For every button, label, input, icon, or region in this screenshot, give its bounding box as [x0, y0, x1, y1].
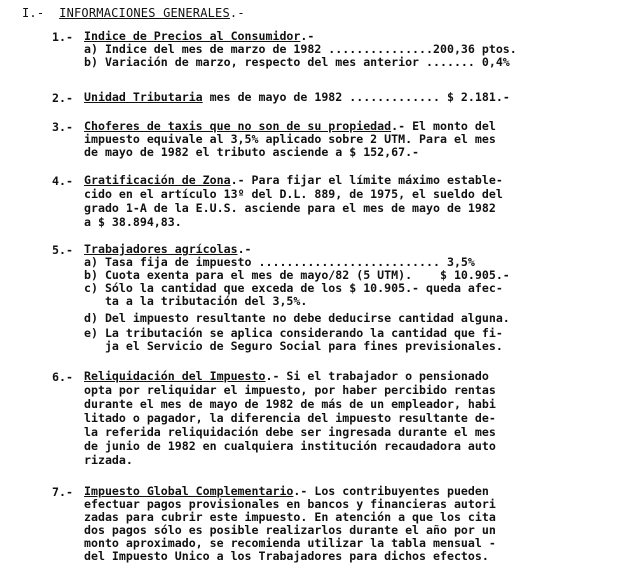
section-number: 6.- [52, 370, 73, 384]
section-line: grado 1-A de la E.U.S. asciende para el mes de mayo de 1982 [84, 201, 496, 215]
section-line: impuesto equivale al 3,5% aplicado sobre 2 UTM. Para el mes [84, 132, 496, 146]
section-line: a) Tasa fija de impuesto .......................... 3,5% [84, 255, 475, 269]
section-title: Indice de Precios al Consumidor [84, 29, 301, 43]
section-title: Gratificación de Zona [84, 173, 231, 187]
section-line: zadas para cubrir este impuesto. En atención a que los cita [84, 510, 496, 524]
section-line: litado o pagador, la diferencia del impuesto resultante de- [84, 411, 496, 425]
section-title-line [84, 370, 489, 383]
section-line: d) Del impuesto resultante no debe deducirse cantidad alguna. [84, 311, 510, 325]
section-number: 5.- [52, 243, 73, 257]
section-line: monto aproximado, se recomienda utilizar la tabla mensual - [84, 536, 496, 550]
section-line: del Impuesto Unico a los Trabajadores para dichos efectos. [84, 549, 489, 563]
section-title-line [84, 91, 510, 104]
section-title-rest: .- Los contribuyentes pueden [293, 484, 489, 498]
section-line: rizada. [84, 453, 133, 467]
section-line: a) Indice del mes de marzo de 1982 ...............200,36 ptos. [84, 42, 517, 56]
section-title-line [84, 174, 503, 187]
section-number: 7.- [52, 485, 73, 499]
section-title-suffix: .- [300, 29, 315, 43]
section-line: b) Cuota exenta para el mes de mayo/82 (5 UTM). $ 10.905.- [84, 268, 510, 282]
section-line: a $ 38.894,83. [84, 215, 182, 229]
section-title: Choferes de taxis que no son de su propiedad [84, 119, 392, 133]
section-title: Reliquidación del Impuesto [84, 369, 266, 383]
heading-suffix: .- [229, 6, 245, 20]
document-heading [22, 6, 245, 20]
section-title-suffix: .- [237, 242, 252, 256]
section-title-rest: .- Para fijar el límite máximo estable- [230, 173, 503, 187]
section-line: opta por reliquidar el impuesto, por haber percibido rentas [84, 383, 496, 397]
section-title-rest: .- El monto del [391, 119, 496, 133]
section-line: cido en el artículo 13º del D.L. 889, de 1975, el sueldo del [84, 187, 503, 201]
section-line: ja el Servicio de Seguro Social para fines previsionales. [84, 339, 503, 353]
section-number: 4.- [52, 174, 73, 188]
section-number: 2.- [52, 91, 73, 105]
section-line: de junio de 1982 en cualquiera institución recaudadora auto [84, 439, 496, 453]
section-line: de mayo de 1982 el tributo asciende a $ 152,67.- [84, 145, 420, 159]
section-line: e) La tributación se aplica considerando la cantidad que fi- [84, 326, 503, 340]
heading-roman: I.- [22, 6, 45, 20]
section-title-rest: .- Si el trabajador o pensionado [265, 369, 489, 383]
section-line: b) Variación de marzo, respecto del mes anterior ....... 0,4% [84, 55, 510, 69]
heading-title: INFORMACIONES GENERALES [59, 6, 230, 20]
section-title: Trabajadores agrícolas [84, 242, 238, 256]
section-title: Impuesto Global Complementario [84, 484, 294, 498]
section-number: 3.- [52, 120, 73, 134]
section-line: ta a la tributación del 3,5%. [84, 294, 308, 308]
section-line: durante el mes de mayo de 1982 de más de un empleador, habi [84, 397, 496, 411]
section-title-rest: mes de mayo de 1982 ............. $ 2.181.- [202, 90, 510, 104]
section-number: 1.- [52, 30, 73, 44]
section-line: c) Sólo la cantidad que exceda de los $ 10.905.- queda afec- [84, 281, 503, 295]
section-line: dos pagos sólo es posible realizarlos durante el año por un [84, 523, 496, 537]
section-title: Unidad Tributaria [84, 90, 203, 104]
section-line: la referida reliquidación debe ser ingresada durante el mes [84, 425, 496, 439]
section-line: efectuar pagos provisionales en bancos y financieras autori [84, 497, 496, 511]
